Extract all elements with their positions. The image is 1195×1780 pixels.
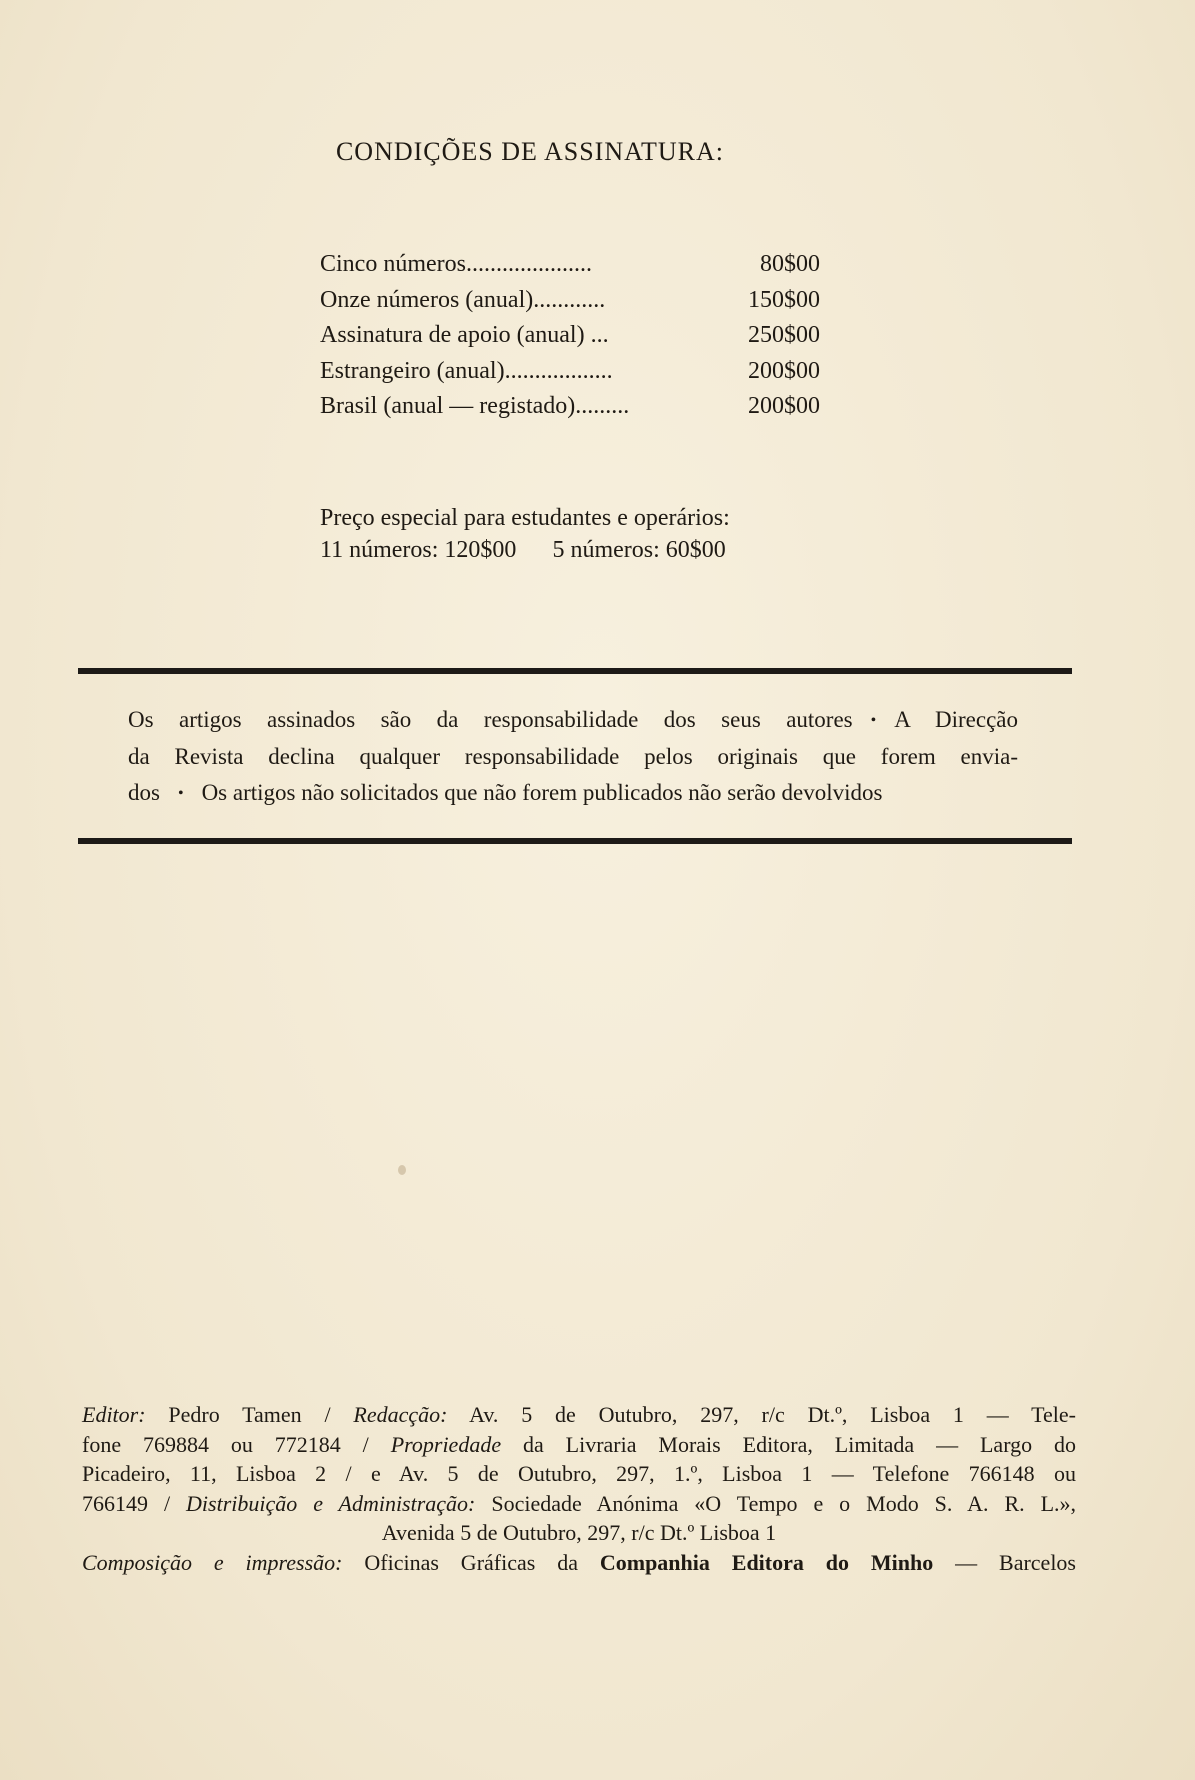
divider-rule-bottom xyxy=(78,838,1072,844)
bullet-icon: • xyxy=(177,785,184,802)
price-value: 200$00 xyxy=(748,393,820,419)
imprint-text: — Barcelos xyxy=(955,1549,1076,1575)
editor-text: Pedro Tamen / xyxy=(168,1402,331,1427)
notice-text: Os artigos não solicitados que não forem publicados não serão devolvidos xyxy=(201,780,883,805)
price-row xyxy=(320,318,820,354)
distribuicao-label: Distribuição e Administração: xyxy=(186,1490,476,1516)
price-row xyxy=(320,283,820,319)
imprint-line xyxy=(82,1430,1076,1460)
price-row xyxy=(320,247,820,283)
notice-line: da Revista declina qualquer responsabilidade pelos originais que forem envia- xyxy=(128,744,1018,769)
price-label: Estrangeiro (anual).................. xyxy=(320,357,613,384)
notice-text: Os artigos assinados são da responsabilidade dos seus autores xyxy=(128,707,853,732)
imprint-text: da Livraria Morais Editora, Limitada — Largo do xyxy=(523,1431,1077,1457)
notice-text: A Direcção xyxy=(894,707,1018,732)
editor-label: Editor: xyxy=(82,1402,146,1427)
imprint-line: Picadeiro, 11, Lisboa 2 / e Av. 5 de Outubro, 297, 1.º, Lisboa 1 — Telefone 766148 ou xyxy=(82,1461,1076,1486)
price-value: 150$00 xyxy=(748,286,820,313)
price-label: Assinatura de apoio (anual) ... xyxy=(320,322,609,348)
notice-line xyxy=(128,775,1018,812)
redaccao-text: Av. 5 de Outubro, 297, r/c Dt.º, Lisboa 1 — Tele- xyxy=(469,1402,1076,1427)
price-label: Cinco números..................... xyxy=(320,251,592,277)
price-value: 80$00 xyxy=(760,251,820,277)
propriedade-label: Propriedade xyxy=(390,1431,502,1457)
special-price-five: 5 números: 60$00 xyxy=(552,537,726,563)
subscription-price-list xyxy=(320,247,820,425)
imprint-text: fone 769884 ou 772184 / xyxy=(82,1431,369,1457)
special-price-title: Preço especial para estudantes e operários: xyxy=(320,505,730,531)
notice-text: dos xyxy=(128,780,160,805)
imprint-block xyxy=(82,1400,1076,1577)
composicao-label: Composição e impressão: xyxy=(82,1549,343,1575)
imprint-text: 766149 / xyxy=(82,1490,171,1516)
price-label: Brasil (anual — registado)......... xyxy=(320,393,630,419)
special-price-eleven: 11 números: 120$00 xyxy=(320,537,517,563)
editorial-notice xyxy=(128,702,1018,812)
imprint-text: Sociedade Anónima «O Tempo e o Modo S. A. R. L.», xyxy=(491,1490,1077,1516)
printer-name: Companhia Editora do Minho xyxy=(599,1549,934,1575)
price-row xyxy=(320,354,820,390)
price-label: Onze números (anual)............ xyxy=(320,286,606,313)
redaccao-label: Redacção: xyxy=(353,1402,448,1427)
price-value: 250$00 xyxy=(748,322,820,348)
imprint-text: Oficinas Gráficas da xyxy=(364,1549,578,1575)
special-price-values xyxy=(320,534,830,566)
imprint-line xyxy=(82,1548,1076,1578)
price-value: 200$00 xyxy=(748,357,820,384)
imprint-line xyxy=(82,1489,1076,1519)
divider-rule-top xyxy=(78,668,1072,674)
notice-line xyxy=(128,702,1018,739)
bullet-icon: • xyxy=(870,712,877,729)
subscription-heading: CONDIÇÕES DE ASSINATURA: xyxy=(335,137,725,166)
special-price-block xyxy=(320,502,830,566)
paper-speck xyxy=(398,1165,406,1175)
price-row xyxy=(320,389,820,425)
imprint-line xyxy=(82,1400,1076,1430)
imprint-line: Avenida 5 de Outubro, 297, r/c Dt.º Lisboa 1 xyxy=(381,1520,777,1545)
